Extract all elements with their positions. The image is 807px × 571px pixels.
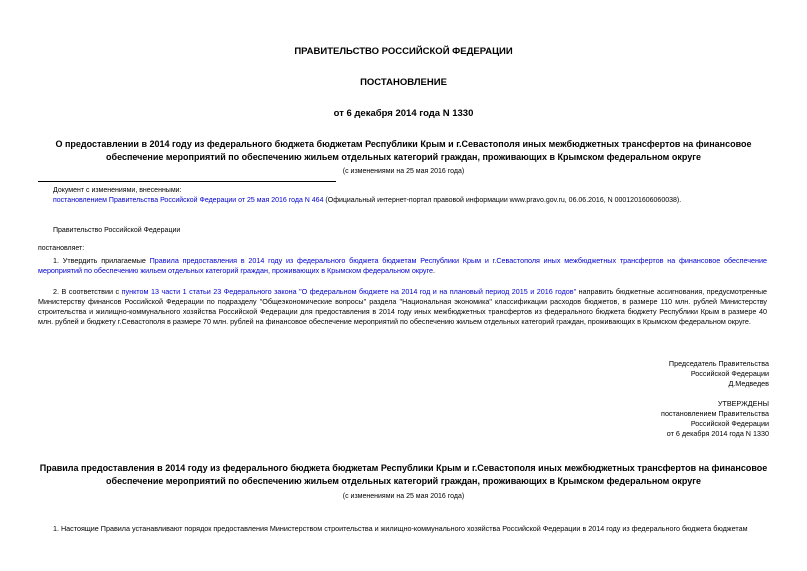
paragraph-2-text: направить бюджетные ассигнования, предусмотренные Министерству финансов Российской Федерации по подразделу "Общеэкономические вопросы" раздела "Национальная экономика" классификации расходов бюджетов, в размере 110 млн. рублей Министерству строительства и жилищно-коммунального хозяйства Российской Федерации для предоставления в 2014 году иных межбюджетных трансфертов из федерального бюджета бюджету Республики Крым в размере 40 млн. рублей и бюджету г.Севастополя в размере 70 млн. рублей на финансовое обеспечение мероприятий по обеспечению жильем отдельных категорий граждан, проживающих в Крымском федеральном округе. xyxy=(38,287,767,326)
paragraph-1 xyxy=(38,256,767,276)
approved-date-number: от 6 декабря 2014 года N 1330 xyxy=(666,429,769,438)
document-title-line-1: О предоставлении в 2014 году из федерального бюджета бюджетам Республики Крым и г.Севастополя иных межбюджетных трансфертов на финансовое xyxy=(55,139,752,149)
publication-source: (Официальный интернет-портал правовой информации www.pravo.gov.ru, 06.06.2016, N 0001201606060038). xyxy=(323,197,682,204)
issuer: Правительство Российской Федерации xyxy=(53,227,181,234)
federal-law-link[interactable]: пунктом 13 части 1 статьи 23 Федерального закона "О федеральном бюджете на 2014 год и на плановый период 2015 и 2016 годов" xyxy=(121,287,577,296)
paragraph-2-prefix: 2. В соответствии с xyxy=(53,287,122,296)
government-heading: ПРАВИТЕЛЬСТВО РОССИЙСКОЙ ФЕДЕРАЦИИ xyxy=(294,46,513,57)
changes-label: Документ с изменениями, внесенными: xyxy=(53,187,182,194)
resolves-verb: постановляет: xyxy=(38,245,85,252)
approval-block xyxy=(519,399,769,439)
rules-amendment-note: (с изменениями на 25 мая 2016 года) xyxy=(342,493,465,500)
approved-label: УТВЕРЖДЕНЫ xyxy=(717,399,769,408)
document-type-heading: ПОСТАНОВЛЕНИЕ xyxy=(360,77,447,88)
document-title-line-2: обеспечение мероприятий по обеспечению жильем отдельных категорий граждан, проживающих в Крымском федеральном округе xyxy=(106,152,701,162)
date-number-heading: от 6 декабря 2014 года N 1330 xyxy=(333,108,474,119)
paragraph-1-suffix: . xyxy=(432,266,435,275)
signature-country: Российской Федерации xyxy=(690,369,769,378)
signatory-name: Д.Медведев xyxy=(728,379,769,388)
changes-source xyxy=(53,197,681,204)
rules-title xyxy=(0,462,807,488)
rules-title-line-1: Правила предоставления в 2014 году из федерального бюджета бюджетам Республики Крым и г.Севастополя иных межбюджетных трансфертов на финансовое xyxy=(39,463,768,473)
amendment-note: (с изменениями на 25 мая 2016 года) xyxy=(342,168,465,175)
paragraph-1-prefix: 1. Утвердить прилагаемые xyxy=(53,256,150,265)
divider xyxy=(38,181,336,182)
paragraph-2 xyxy=(38,287,767,327)
signature-block xyxy=(519,359,769,389)
approved-by: постановлением Правительства xyxy=(661,409,769,418)
rules-link[interactable]: Правила предоставления в 2014 году из федерального бюджета бюджетам Республики Крым и г.Севастополя иных межбюджетных трансфертов на финансовое обеспечение мероприятий по обеспечению жильем отдельных категорий граждан, проживающих в Крымском федеральном округе xyxy=(38,256,767,275)
document-title xyxy=(0,138,807,164)
amending-resolution-link[interactable]: постановлением Правительства Российской Федерации от 25 мая 2016 года N 464 xyxy=(53,197,324,204)
approved-country: Российской Федерации xyxy=(690,419,769,428)
signature-position: Председатель Правительства xyxy=(668,359,769,368)
rules-paragraph-1: 1. Настоящие Правила устанавливают порядок предоставления Министерством строительства и жилищно-коммунального хозяйства Российской Федерации в 2014 году из федерального бюджета бюджетам xyxy=(53,524,748,533)
rules-title-line-2: обеспечение мероприятий по обеспечению жильем отдельных категорий граждан, проживающих в Крымском федеральном округе xyxy=(106,476,701,486)
